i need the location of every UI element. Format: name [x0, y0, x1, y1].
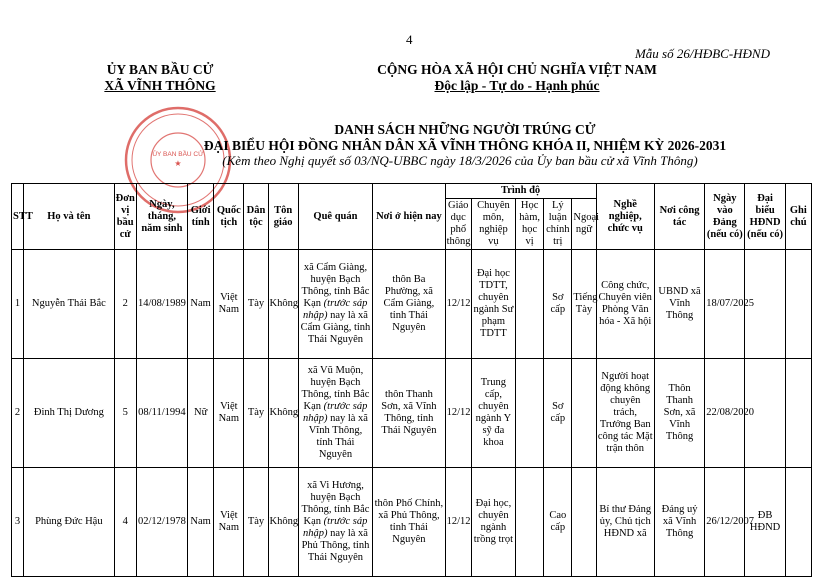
hometown-part-2: nay là xã Vĩnh Thông, tỉnh Thái Nguyên	[308, 413, 368, 460]
motto-line-2: Độc lập - Tự do - Hạnh phúc	[434, 78, 600, 93]
cell-gender: Nam	[188, 250, 214, 359]
cell-workplace: Thôn Thanh Sơn, xã Vĩnh Thông	[654, 359, 704, 468]
hometown-part-2: nay là xã Phủ Thông, tỉnh Thái Nguyên	[301, 528, 370, 563]
col-general-edu: Giáo dục phổ thông	[445, 199, 471, 250]
cell-general-edu: 12/12	[445, 468, 471, 577]
cell-stt: 1	[12, 250, 24, 359]
col-hometown: Quê quán	[298, 184, 372, 250]
issuing-authority	[60, 62, 260, 94]
col-occupation: Nghề nghiệp, chức vụ	[596, 184, 654, 250]
cell-politics: Sơ cấp	[544, 359, 572, 468]
cell-note	[785, 468, 811, 577]
cell-name: Phùng Đức Hậu	[24, 468, 115, 577]
seal-text: ỦY BAN BẦU CỬ	[152, 151, 204, 158]
cell-language: Tiếng Tày	[572, 250, 596, 359]
cell-unit: 4	[114, 468, 136, 577]
cell-party-date: 18/07/2025	[705, 250, 745, 359]
form-code: Mẫu số 26/HĐBC-HĐND	[634, 46, 770, 61]
cell-hdnd: ĐB HĐND	[745, 468, 785, 577]
col-degree: Học hàm, học vị	[516, 199, 544, 250]
col-specialty: Chuyên môn, nghiệp vụ	[471, 199, 515, 250]
document-subtitle: (Kèm theo Nghị quyết số 03/NQ-UBBC ngày 18/3/2026 của Ủy ban bầu cử xã Vĩnh Thông)	[222, 153, 698, 168]
col-gender: Giới tính	[188, 184, 214, 250]
cell-name: Nguyễn Thái Bắc	[24, 250, 115, 359]
motto-line-1: CỘNG HÒA XÃ HỘI CHỦ NGHĨA VIỆT NAM	[377, 62, 657, 77]
col-unit: Đơn vị bầu cử	[114, 184, 136, 250]
col-politics: Lý luận chính trị	[544, 199, 572, 250]
col-language: Ngoại ngữ	[572, 199, 596, 250]
cell-workplace: UBND xã Vĩnh Thông	[654, 250, 704, 359]
cell-hometown	[298, 359, 372, 468]
col-hdnd: Đại biểu HĐND (nếu có)	[745, 184, 785, 250]
cell-nationality: Việt Nam	[214, 250, 244, 359]
cell-language	[572, 468, 596, 577]
hometown-part-1: xã Vũ Muộn, huyện Bạch Thông, tỉnh Bắc Kạn	[301, 365, 370, 412]
cell-residence: thôn Thanh Sơn, xã Vĩnh Thông, tỉnh Thái Nguyên	[373, 359, 445, 468]
cell-ethnicity: Tày	[244, 359, 268, 468]
cell-language	[572, 359, 596, 468]
page-number: 4	[406, 32, 413, 47]
cell-ethnicity: Tày	[244, 250, 268, 359]
authority-line-1: ỦY BAN BẦU CỬ	[106, 62, 214, 77]
cell-specialty: Đại học TDTT, chuyên ngành Sư phạm TDTT	[471, 250, 515, 359]
svg-text:★: ★	[174, 159, 182, 168]
cell-occupation: Người hoạt động không chuyên trách, Trưởng Ban công tác Mặt trận thôn	[596, 359, 654, 468]
col-workplace: Nơi công tác	[654, 184, 704, 250]
table-row	[12, 250, 812, 359]
col-ethnicity: Dân tộc	[244, 184, 268, 250]
cell-residence: thôn Ba Phường, xã Cẩm Giàng, tỉnh Thái Nguyên	[373, 250, 445, 359]
cell-nationality: Việt Nam	[214, 359, 244, 468]
cell-occupation: Bí thư Đảng ủy, Chủ tịch HĐND xã	[596, 468, 654, 577]
col-stt: STT	[12, 184, 24, 250]
cell-residence: thôn Phố Chính, xã Phủ Thông, tỉnh Thái Nguyên	[373, 468, 445, 577]
hometown-part-2: nay là xã Cẩm Giàng, tỉnh Thái Nguyên	[300, 310, 371, 345]
cell-degree	[516, 468, 544, 577]
cell-dob: 02/12/1978	[136, 468, 187, 577]
cell-religion: Không	[268, 250, 298, 359]
title-line-1: DANH SÁCH NHỮNG NGƯỜI TRÚNG CỬ	[334, 122, 596, 137]
cell-occupation: Công chức, Chuyên viên Phòng Văn hóa - Xã hội	[596, 250, 654, 359]
cell-religion: Không	[268, 359, 298, 468]
cell-general-edu: 12/12	[445, 250, 471, 359]
cell-workplace: Đảng uỷ xã Vĩnh Thông	[654, 468, 704, 577]
col-dob: Ngày, tháng, năm sinh	[136, 184, 187, 250]
cell-politics: Sơ cấp	[544, 250, 572, 359]
hometown-part-1: xã Cẩm Giàng, huyện Bạch Thông, tỉnh Bắc Kạn	[301, 262, 370, 309]
cell-hometown	[298, 468, 372, 577]
cell-note	[785, 359, 811, 468]
elected-delegates-table	[11, 183, 812, 577]
cell-degree	[516, 250, 544, 359]
hometown-part-1: xã Vi Hương, huyện Bạch Thông, tỉnh Bắc Kạn	[301, 480, 370, 527]
col-nationality: Quốc tịch	[214, 184, 244, 250]
cell-specialty: Đại học, chuyên ngành trồng trọt	[471, 468, 515, 577]
table-row	[12, 359, 812, 468]
col-party-date: Ngày vào Đảng (nếu có)	[705, 184, 745, 250]
col-religion: Tôn giáo	[268, 184, 298, 250]
cell-dob: 08/11/1994	[136, 359, 187, 468]
cell-gender: Nữ	[188, 359, 214, 468]
authority-line-2: XÃ VĨNH THÔNG	[104, 78, 216, 93]
title-line-2: ĐẠI BIỂU HỘI ĐỒNG NHÂN DÂN XÃ VĨNH THÔNG KHÓA II, NHIỆM KỲ 2026-2031	[203, 138, 727, 153]
table-row	[12, 468, 812, 577]
cell-stt: 3	[12, 468, 24, 577]
cell-nationality: Việt Nam	[214, 468, 244, 577]
hometown-note: (trước sáp nhập)	[302, 401, 368, 424]
hometown-note: (trước sáp nhập)	[302, 516, 368, 539]
cell-dob: 14/08/1989	[136, 250, 187, 359]
col-note: Ghi chú	[785, 184, 811, 250]
cell-religion: Không	[268, 468, 298, 577]
cell-unit: 5	[114, 359, 136, 468]
cell-unit: 2	[114, 250, 136, 359]
cell-hometown	[298, 250, 372, 359]
hometown-note: (trước sáp nhập)	[302, 298, 368, 321]
col-name: Họ và tên	[24, 184, 115, 250]
cell-degree	[516, 359, 544, 468]
cell-stt: 2	[12, 359, 24, 468]
cell-politics: Cao cấp	[544, 468, 572, 577]
cell-ethnicity: Tày	[244, 468, 268, 577]
cell-gender: Nam	[188, 468, 214, 577]
cell-party-date: 26/12/2007	[705, 468, 745, 577]
cell-specialty: Trung cấp, chuyên ngành Y sỹ đa khoa	[471, 359, 515, 468]
cell-name: Đinh Thị Dương	[24, 359, 115, 468]
col-group-education: Trình độ	[445, 184, 596, 199]
cell-general-edu: 12/12	[445, 359, 471, 468]
national-motto	[352, 62, 682, 94]
cell-party-date: 22/08/2020	[705, 359, 745, 468]
col-residence: Nơi ở hiện nay	[373, 184, 445, 250]
cell-note	[785, 250, 811, 359]
document-title	[200, 122, 730, 154]
